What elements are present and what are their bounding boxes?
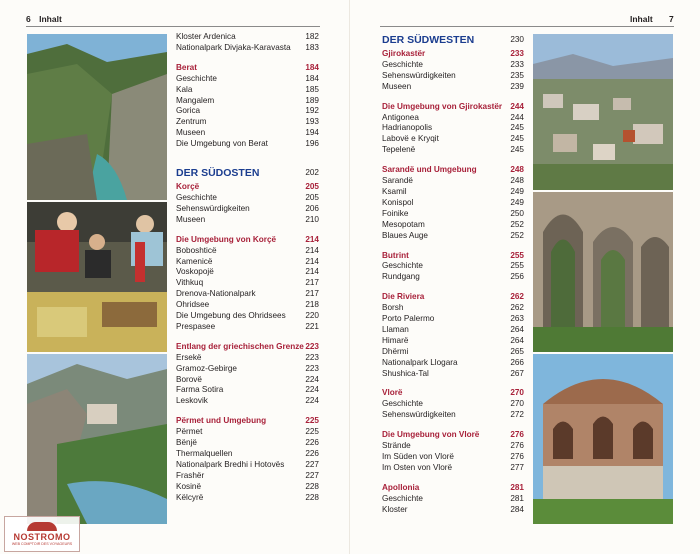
toc-entry[interactable]: [382, 399, 524, 410]
toc-entry[interactable]: [176, 353, 319, 364]
toc-section-permet: [176, 416, 319, 503]
entry-page: 221: [305, 321, 319, 331]
entry-page: 267: [510, 368, 524, 378]
heading-label: Berat: [176, 62, 197, 72]
toc-section-gjirokaster-surroundings: [382, 102, 524, 157]
heading-page: 244: [510, 101, 524, 111]
entry-label: Nationalpark Divjaka-Karavasta: [176, 42, 291, 52]
toc-entry[interactable]: [176, 385, 319, 396]
entry-page: 193: [305, 117, 319, 127]
photo-river-gorge: [27, 34, 167, 200]
entry-page: 239: [510, 81, 524, 91]
heading-label: Vlorë: [382, 388, 403, 398]
nostromo-logo: [4, 516, 80, 552]
entry-page: 184: [305, 73, 319, 83]
chapter-page: 202: [305, 168, 319, 178]
toc-entry[interactable]: [176, 106, 319, 117]
entry-page: 183: [305, 42, 319, 52]
toc-entry[interactable]: [382, 272, 524, 283]
entry-page: 255: [510, 261, 524, 271]
toc-left-column: [176, 32, 319, 513]
entry-page: 235: [510, 70, 524, 80]
toc-entry[interactable]: [176, 460, 319, 471]
heading-page: 270: [510, 388, 524, 398]
entry-label: Im Süden von Vlorë: [382, 452, 454, 461]
heading-label: Gjirokastër: [382, 49, 426, 58]
entry-label: Die Umgebung des Ohridsees: [176, 311, 286, 321]
toc-entry[interactable]: [176, 471, 319, 482]
toc-heading[interactable]: [382, 292, 524, 303]
entry-page: 206: [305, 203, 319, 213]
entry-label: Frashër: [176, 470, 205, 480]
toc-entry[interactable]: [382, 60, 524, 71]
entry-label: Këlcyrë: [176, 492, 204, 502]
entry-label: Himarë: [382, 335, 409, 345]
toc-section-riviera: [382, 292, 524, 379]
entry-label: Geschichte: [176, 73, 217, 83]
entry-page: 264: [510, 324, 524, 334]
entry-label: Kloster: [382, 504, 408, 514]
entry-page: 284: [510, 504, 524, 514]
toc-heading[interactable]: [176, 182, 319, 193]
page-number: 6: [26, 14, 31, 24]
photo-butrint-ruins: [533, 192, 673, 352]
entry-label: Geschichte: [176, 192, 217, 202]
toc-entry[interactable]: [176, 257, 319, 268]
entry-label: Sehenswürdigkeiten: [382, 70, 456, 80]
entry-label: Mesopotam: [382, 219, 425, 229]
entry-label: Geschichte: [382, 493, 423, 503]
entry-page: 245: [510, 134, 524, 144]
page-number: 7: [669, 14, 674, 24]
logo-tagline: WEB COMPTOIR DES VOYAGEURS: [11, 541, 73, 546]
logo-dome-icon: [27, 522, 57, 531]
heading-page: 281: [510, 482, 524, 492]
heading-label: Korçë: [176, 182, 200, 192]
entry-page: 227: [305, 470, 319, 480]
right-page: [350, 0, 700, 554]
toc-heading[interactable]: [382, 483, 524, 494]
toc-entry[interactable]: [382, 145, 524, 156]
entry-label: Strände: [382, 441, 411, 451]
toc-entry[interactable]: [382, 358, 524, 369]
heading-page: 225: [305, 416, 319, 426]
entry-page: 210: [305, 214, 319, 224]
chapter-heading[interactable]: [176, 166, 319, 180]
toc-entry[interactable]: [176, 300, 319, 311]
photo-river-valley: [27, 354, 167, 524]
toc-entry[interactable]: [176, 43, 319, 54]
toc-heading[interactable]: [382, 430, 524, 441]
entry-label: Kamenicë: [176, 256, 213, 266]
entry-label: Zentrum: [176, 117, 207, 127]
toc-section: [176, 32, 319, 54]
toc-entry[interactable]: [176, 427, 319, 438]
toc-entry[interactable]: [176, 289, 319, 300]
entry-page: 205: [305, 192, 319, 202]
entry-label: Nationalpark Llogara: [382, 357, 458, 367]
entry-page: 224: [305, 396, 319, 406]
entry-label: Ersekë: [176, 352, 202, 362]
entry-page: 256: [510, 272, 524, 282]
toc-entry[interactable]: [382, 176, 524, 187]
entry-page: 223: [305, 363, 319, 373]
toc-entry[interactable]: [382, 220, 524, 231]
toc-heading[interactable]: [382, 251, 524, 262]
toc-entry[interactable]: [382, 123, 524, 134]
toc-heading[interactable]: [382, 102, 524, 113]
entry-page: 233: [510, 59, 524, 69]
left-page-header: [26, 14, 62, 24]
entry-page: 220: [305, 311, 319, 321]
entry-page: 272: [510, 410, 524, 420]
header-rule: [380, 26, 674, 27]
entry-page: 266: [510, 357, 524, 367]
toc-entry[interactable]: [382, 494, 524, 505]
entry-page: 277: [510, 462, 524, 472]
toc-section-gjirokaster: [382, 49, 524, 93]
entry-page: 192: [305, 106, 319, 116]
entry-page: 217: [305, 289, 319, 299]
toc-entry[interactable]: [382, 113, 524, 124]
entry-label: Konispol: [382, 197, 414, 207]
entry-page: 244: [510, 112, 524, 122]
entry-label: Tepelenë: [382, 145, 416, 155]
entry-label: Farma Sotira: [176, 385, 224, 395]
toc-entry[interactable]: [176, 128, 319, 139]
toc-entry[interactable]: [382, 134, 524, 145]
entry-label: Bënjë: [176, 438, 197, 448]
heading-label: Die Umgebung von Korçë: [176, 234, 277, 244]
entry-label: Gramoz-Gebirge: [176, 363, 237, 373]
entry-label: Gorica: [176, 106, 201, 116]
chapter-title: DER SÜDOSTEN: [176, 167, 260, 180]
toc-section-vlore: [382, 388, 524, 421]
entry-page: 264: [510, 335, 524, 345]
entry-label: Kosinë: [176, 481, 202, 491]
toc-entry[interactable]: [176, 482, 319, 493]
entry-page: 218: [305, 300, 319, 310]
toc-entry[interactable]: [176, 267, 319, 278]
entry-label: Geschichte: [382, 399, 423, 409]
toc-entry[interactable]: [176, 246, 319, 257]
toc-heading[interactable]: [382, 388, 524, 399]
heading-page: 255: [510, 250, 524, 260]
entry-label: Kloster Ardenica: [176, 32, 236, 41]
entry-page: 227: [305, 459, 319, 469]
toc-entry[interactable]: [382, 369, 524, 380]
entry-page: 185: [305, 84, 319, 94]
entry-page: 194: [305, 128, 319, 138]
heading-label: Apollonia: [382, 482, 420, 492]
toc-entry[interactable]: [382, 441, 524, 452]
entry-page: 245: [510, 123, 524, 133]
toc-entry[interactable]: [176, 493, 319, 504]
toc-entry[interactable]: [176, 74, 319, 85]
entry-label: Porto Palermo: [382, 314, 435, 324]
entry-page: 249: [510, 197, 524, 207]
toc-heading[interactable]: [382, 49, 524, 60]
entry-page: 226: [305, 449, 319, 458]
entry-page: 214: [305, 245, 319, 255]
running-title: Inhalt: [630, 14, 653, 24]
right-page-header: [630, 14, 674, 24]
entry-label: Geschichte: [382, 261, 423, 271]
entry-page: 224: [305, 385, 319, 395]
toc-entry[interactable]: [176, 438, 319, 449]
entry-label: Sarandë: [382, 176, 413, 186]
entry-page: 263: [510, 314, 524, 324]
heading-page: 223: [305, 341, 319, 351]
toc-entry[interactable]: [382, 463, 524, 474]
entry-page: 225: [305, 427, 319, 437]
toc-entry[interactable]: [176, 278, 319, 289]
entry-label: Foinike: [382, 208, 409, 218]
toc-entry[interactable]: [382, 347, 524, 358]
entry-label: Mangalem: [176, 95, 215, 105]
toc-entry[interactable]: [176, 96, 319, 107]
toc-entry[interactable]: [176, 375, 319, 386]
logo-name: NOSTROMO: [13, 531, 71, 542]
entry-page: 265: [510, 346, 524, 356]
entry-label: Thermalquellen: [176, 449, 233, 458]
toc-entry[interactable]: [176, 364, 319, 375]
heading-label: Entlang der griechischen Grenze: [176, 341, 304, 351]
entry-label: Museen: [176, 128, 206, 138]
heading-page: 233: [510, 49, 524, 58]
heading-page: 214: [305, 234, 319, 244]
entry-label: Drenova-Nationalpark: [176, 289, 256, 299]
chapter-title: DER SÜDWESTEN: [382, 34, 475, 46]
entry-page: 228: [305, 492, 319, 502]
toc-entry[interactable]: [382, 336, 524, 347]
running-title: Inhalt: [39, 14, 62, 24]
chapter-page: 230: [510, 35, 524, 44]
toc-entry[interactable]: [176, 322, 319, 333]
toc-entry[interactable]: [382, 187, 524, 198]
header-rule: [26, 26, 320, 27]
toc-entry[interactable]: [382, 209, 524, 220]
toc-heading[interactable]: [176, 416, 319, 427]
heading-label: Përmet und Umgebung: [176, 416, 267, 426]
toc-entry[interactable]: [176, 32, 319, 43]
entry-page: 249: [510, 186, 524, 196]
toc-entry[interactable]: [176, 193, 319, 204]
entry-label: Sehenswürdigkeiten: [176, 203, 250, 213]
entry-page: 214: [305, 267, 319, 277]
entry-page: 250: [510, 208, 524, 218]
toc-section-korce: [176, 182, 319, 226]
entry-label: Borovë: [176, 374, 202, 384]
toc-entry[interactable]: [382, 82, 524, 93]
entry-page: 281: [510, 493, 524, 503]
entry-page: 217: [305, 278, 319, 288]
entry-label: Museen: [176, 214, 206, 224]
toc-entry[interactable]: [176, 311, 319, 322]
heading-page: 184: [305, 62, 319, 72]
entry-label: Museen: [382, 81, 412, 91]
entry-label: Die Umgebung von Berat: [176, 139, 268, 149]
toc-section-korce-surroundings: [176, 235, 319, 333]
entry-page: 189: [305, 95, 319, 105]
toc-entry[interactable]: [176, 117, 319, 128]
entry-page: 252: [510, 230, 524, 240]
toc-entry[interactable]: [382, 452, 524, 463]
toc-entry[interactable]: [176, 139, 319, 150]
heading-page: 248: [510, 165, 524, 175]
entry-label: Llaman: [382, 324, 409, 334]
heading-label: Die Umgebung von Vlorë: [382, 430, 480, 440]
entry-label: Labovë e Kryqit: [382, 134, 439, 144]
toc-entry[interactable]: [176, 215, 319, 226]
toc-entry[interactable]: [176, 396, 319, 407]
heading-page: 262: [510, 292, 524, 302]
toc-entry[interactable]: [382, 314, 524, 325]
toc-entry[interactable]: [382, 325, 524, 336]
entry-page: 252: [510, 219, 524, 229]
toc-entry[interactable]: [176, 449, 319, 460]
toc-section-berat: [176, 63, 319, 150]
toc-section-butrint: [382, 251, 524, 284]
entry-label: Kala: [176, 84, 193, 94]
entry-page: 196: [305, 139, 319, 149]
toc-section-apollonia: [382, 483, 524, 516]
entry-label: Prespasee: [176, 321, 216, 331]
entry-page: 223: [305, 352, 319, 362]
entry-page: 228: [305, 481, 319, 491]
toc-entry[interactable]: [382, 410, 524, 421]
toc-entry[interactable]: [176, 85, 319, 96]
toc-right-column: [382, 33, 524, 525]
entry-label: Sehenswürdigkeiten: [382, 410, 456, 420]
heading-label: Sarandë und Umgebung: [382, 165, 477, 175]
toc-heading[interactable]: [176, 342, 319, 353]
heading-label: Butrint: [382, 250, 409, 260]
entry-label: Voskopojë: [176, 267, 214, 277]
toc-entry[interactable]: [176, 204, 319, 215]
toc-entry[interactable]: [382, 505, 524, 516]
entry-label: Im Osten von Vlorë: [382, 462, 453, 472]
toc-section-vlore-surroundings: [382, 430, 524, 474]
photo-gjirokaster-town: [533, 34, 673, 190]
entry-page: 245: [510, 145, 524, 155]
entry-label: Antigonea: [382, 112, 419, 122]
entry-page: 276: [510, 452, 524, 461]
toc-heading[interactable]: [382, 165, 524, 176]
entry-label: Blaues Auge: [382, 230, 428, 240]
photo-market: [27, 202, 167, 352]
entry-label: Hadrianopolis: [382, 123, 433, 133]
entry-label: Përmet: [176, 427, 203, 437]
entry-page: 276: [510, 441, 524, 451]
entry-page: 226: [305, 438, 319, 448]
chapter-heading[interactable]: [382, 33, 524, 47]
entry-page: 270: [510, 399, 524, 409]
heading-label: Die Riviera: [382, 292, 425, 302]
toc-entry[interactable]: [382, 198, 524, 209]
toc-heading[interactable]: [176, 235, 319, 246]
entry-page: 248: [510, 176, 524, 186]
entry-label: Dhërmi: [382, 346, 409, 356]
photo-byzantine-church: [533, 354, 673, 524]
heading-label: Die Umgebung von Gjirokastër: [382, 101, 503, 111]
entry-label: Geschichte: [382, 59, 423, 69]
toc-entry[interactable]: [382, 303, 524, 314]
entry-page: 224: [305, 374, 319, 384]
entry-page: 214: [305, 256, 319, 266]
toc-entry[interactable]: [382, 71, 524, 82]
toc-entry[interactable]: [382, 231, 524, 242]
toc-section-greek-border: [176, 342, 319, 407]
entry-label: Shushica-Tal: [382, 368, 429, 378]
entry-label: Leskovik: [176, 396, 208, 406]
entry-page: 262: [510, 303, 524, 313]
entry-label: Rundgang: [382, 272, 420, 282]
entry-label: Vithkuq: [176, 278, 204, 288]
toc-heading[interactable]: [176, 63, 319, 74]
entry-label: Borsh: [382, 303, 404, 313]
toc-section-sarande: [382, 165, 524, 241]
entry-page: 182: [305, 32, 319, 41]
heading-page: 205: [305, 182, 319, 192]
entry-label: Nationalpark Bredhi i Hotovës: [176, 459, 285, 469]
heading-page: 276: [510, 430, 524, 440]
entry-label: Ksamil: [382, 186, 407, 196]
toc-entry[interactable]: [382, 261, 524, 272]
entry-label: Boboshticë: [176, 245, 217, 255]
entry-label: Ohridsee: [176, 300, 210, 310]
